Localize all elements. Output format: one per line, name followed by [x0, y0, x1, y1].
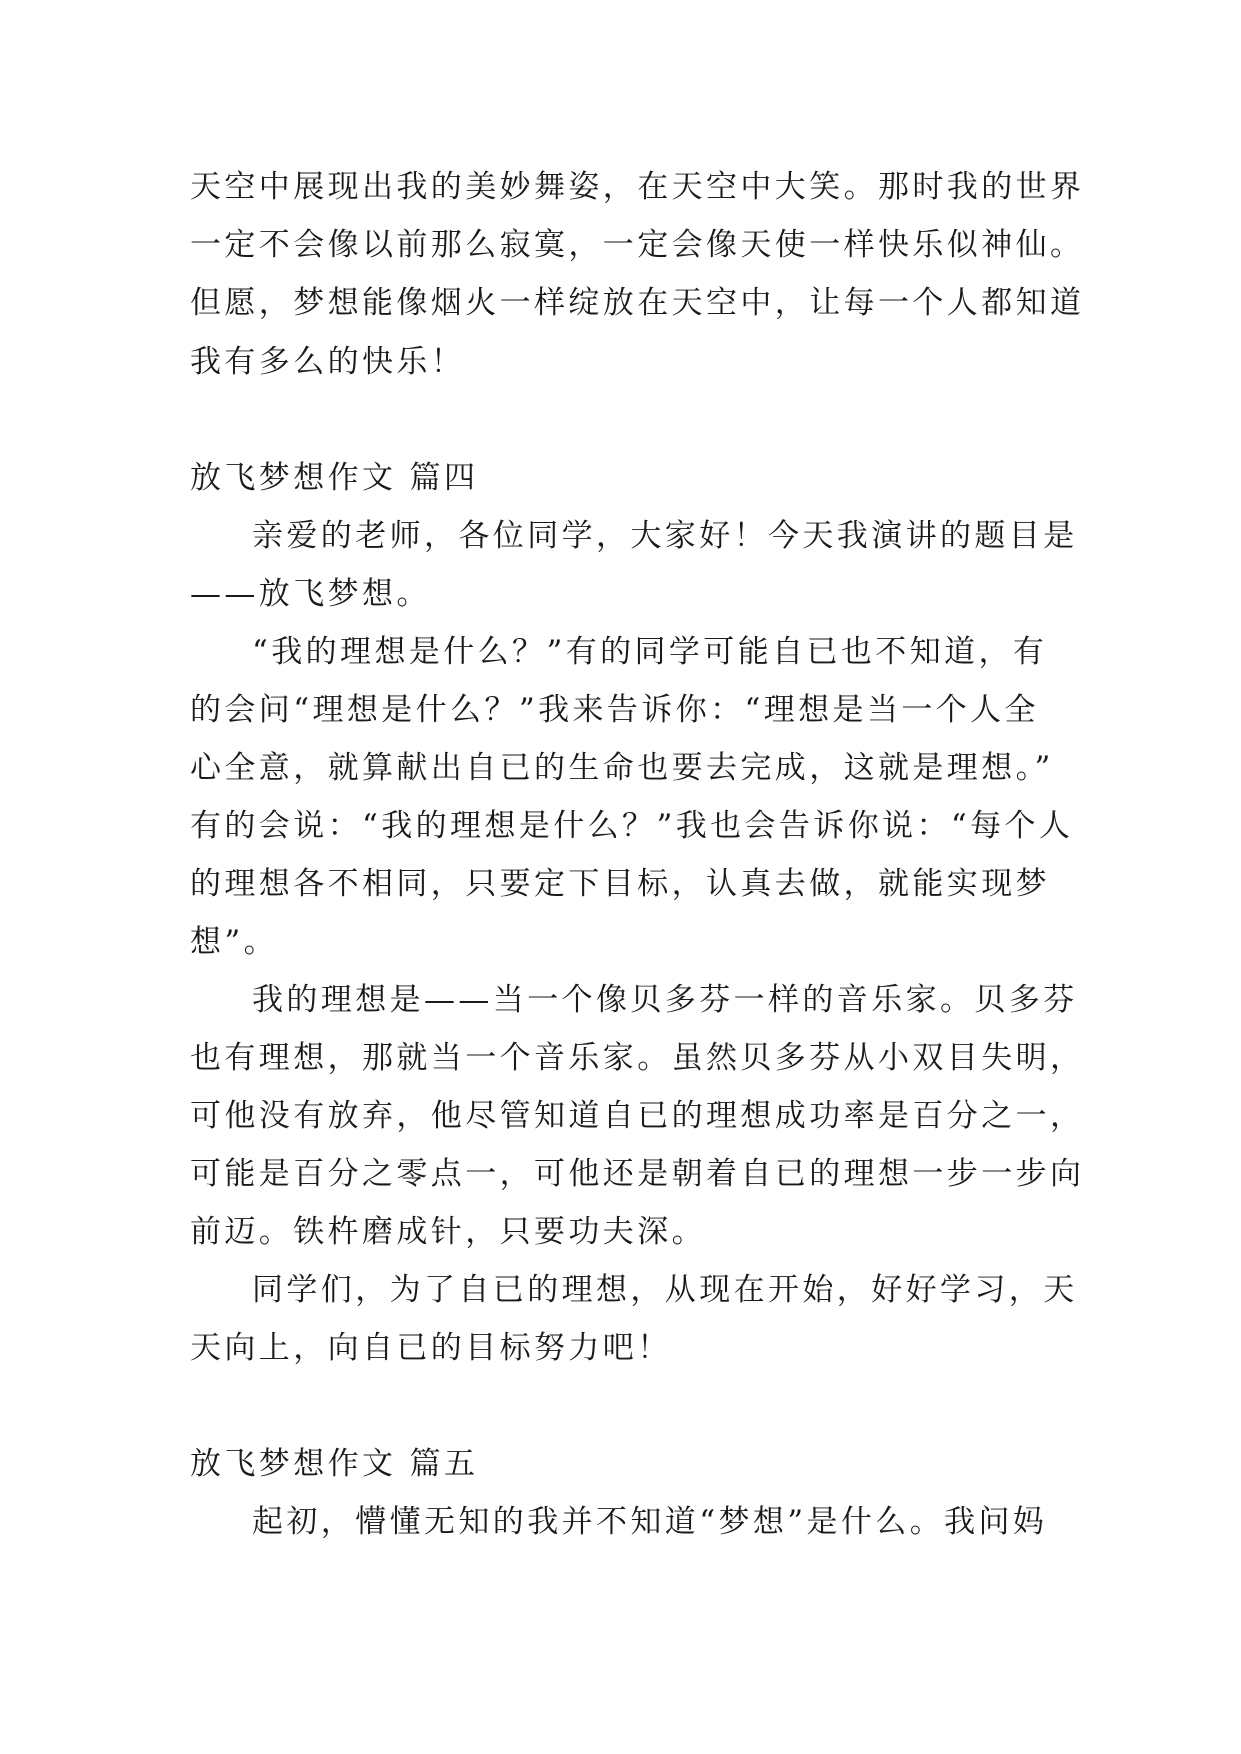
- paragraph-line: 前迈。铁杵磨成针，只要功夫深。: [190, 1214, 706, 1250]
- paragraph-line: 有的会说：“我的理想是什么？”我也会告诉你说：“每个人: [190, 808, 1074, 844]
- paragraph-line: 心全意，就算献出自已的生命也要去完成，这就是理想。”: [190, 750, 1054, 786]
- paragraph-line: 天空中展现出我的美妙舞姿，在天空中大笑。那时我的世界: [190, 169, 1085, 205]
- paragraph-line: 的理想各不相同，只要定下目标，认真去做，就能实现梦: [190, 866, 1050, 902]
- section-heading: 放飞梦想作文 篇五: [190, 1446, 479, 1482]
- paragraph-line: 可他没有放弃，他尽管知道自已的理想成功率是百分之一，: [190, 1098, 1085, 1134]
- paragraph-line: 起初，懵懂无知的我并不知道“梦想”是什么。我问妈: [252, 1504, 1048, 1540]
- paragraph-line: 同学们，为了自已的理想，从现在开始，好好学习，天: [252, 1272, 1078, 1308]
- paragraph-line: 我有多么的快乐！: [190, 344, 466, 380]
- paragraph-line: ——放飞梦想。: [190, 576, 431, 612]
- paragraph-line: 想”。: [190, 924, 279, 960]
- paragraph-line: 可能是百分之零点一，可他还是朝着自已的理想一步一步向: [190, 1156, 1085, 1192]
- paragraph-line: 天向上，向自已的目标努力吧！: [190, 1330, 672, 1366]
- paragraph-line: 也有理想，那就当一个音乐家。虽然贝多芬从小双目失明，: [190, 1040, 1085, 1076]
- paragraph-line: 但愿，梦想能像烟火一样绽放在天空中，让每一个人都知道: [190, 285, 1085, 321]
- paragraph-line: “我的理想是什么？”有的同学可能自已也不知道，有: [252, 634, 1048, 670]
- paragraph-line: 我的理想是——当一个像贝多芬一样的音乐家。贝多芬: [252, 982, 1078, 1018]
- section-heading: 放飞梦想作文 篇四: [190, 460, 479, 496]
- paragraph-line: 的会问“理想是什么？”我来告诉你：“理想是当一个人全: [190, 692, 1039, 728]
- paragraph-line: 亲爱的老师，各位同学，大家好！今天我演讲的题目是: [252, 518, 1078, 554]
- paragraph-line: 一定不会像以前那么寂寞，一定会像天使一样快乐似神仙。: [190, 227, 1085, 263]
